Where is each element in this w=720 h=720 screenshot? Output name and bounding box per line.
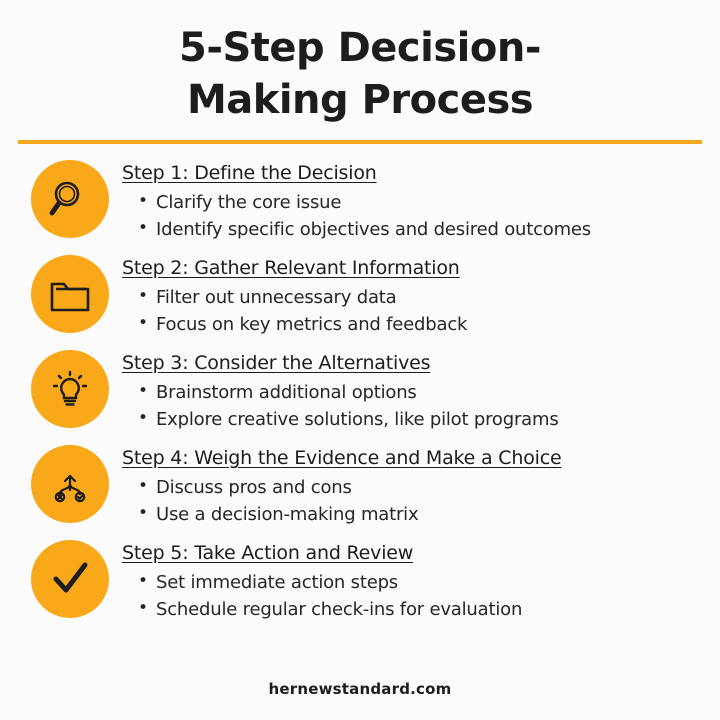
- step-heading: Step 3: Consider the Alternatives: [122, 352, 431, 374]
- steps-list: [0, 158, 720, 623]
- step-icon-cell: [18, 253, 122, 333]
- step-bullets: [122, 284, 706, 338]
- step-text-cell: [122, 348, 706, 433]
- list-item: • Set immediate action steps: [122, 569, 706, 596]
- step-heading: Step 2: Gather Relevant Information: [122, 257, 460, 279]
- step-text-cell: [122, 443, 706, 528]
- list-item: • Clarify the core issue: [122, 189, 706, 216]
- title-divider: [18, 140, 702, 144]
- list-item: • Schedule regular check-ins for evaluation: [122, 596, 706, 623]
- page-title-line-2: Making Process: [186, 77, 534, 123]
- step-row: [18, 443, 706, 528]
- step-row: [18, 253, 706, 338]
- step-text-cell: [122, 253, 706, 338]
- step-row: [18, 158, 706, 243]
- step-bullets: [122, 379, 706, 433]
- step-heading: Step 5: Take Action and Review: [122, 542, 414, 564]
- lightbulb-icon: [31, 350, 109, 428]
- step-icon-cell: [18, 158, 122, 238]
- decision-branch-icon: [31, 445, 109, 523]
- footer-website: hernewstandard.com: [268, 680, 452, 698]
- list-item: • Discuss pros and cons: [122, 474, 706, 501]
- step-icon-cell: [18, 443, 122, 523]
- list-item: • Identify specific objectives and desired outcomes: [122, 216, 706, 243]
- step-row: [18, 538, 706, 623]
- step-text-cell: [122, 538, 706, 623]
- step-heading: Step 4: Weigh the Evidence and Make a Choice: [122, 447, 562, 469]
- step-icon-cell: [18, 538, 122, 618]
- checkmark-icon: [31, 540, 109, 618]
- step-bullets: [122, 474, 706, 528]
- step-row: [18, 348, 706, 433]
- step-text-cell: [122, 158, 706, 243]
- step-heading: Step 1: Define the Decision: [122, 162, 377, 184]
- step-bullets: [122, 189, 706, 243]
- list-item: • Explore creative solutions, like pilot programs: [122, 406, 706, 433]
- title-block: [0, 0, 720, 126]
- folder-icon: [31, 255, 109, 333]
- list-item: • Use a decision-making matrix: [122, 501, 706, 528]
- step-icon-cell: [18, 348, 122, 428]
- step-bullets: [122, 569, 706, 623]
- list-item: • Filter out unnecessary data: [122, 284, 706, 311]
- page-title-line-1: 5-Step Decision-: [179, 25, 541, 71]
- list-item: • Brainstorm additional options: [122, 379, 706, 406]
- list-item: • Focus on key metrics and feedback: [122, 311, 706, 338]
- magnifying-glass-icon: [31, 160, 109, 238]
